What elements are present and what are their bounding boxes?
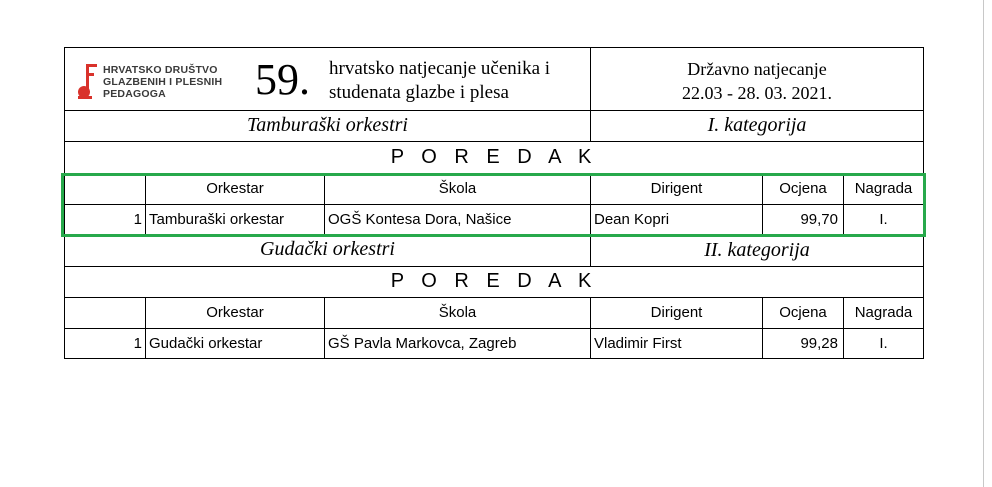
award-cell: I. <box>879 211 888 228</box>
org-name-line1: HRVATSKO DRUŠTVO <box>103 64 218 76</box>
column-header-conductor: Dirigent <box>650 304 703 321</box>
rule <box>65 141 923 142</box>
table-row <box>65 329 923 359</box>
orchestra-cell: Gudački orkestar <box>149 335 263 352</box>
org-name-line3: PEDAGOGA <box>103 88 166 100</box>
music-note-logo-icon <box>77 62 99 102</box>
competition-dates: 22.03 - 28. 03. 2021. <box>682 83 832 103</box>
competition-type: Državno natjecanje <box>687 59 827 79</box>
school-cell: GŠ Pavla Markovca, Zagreb <box>328 335 517 352</box>
table-row <box>65 205 923 235</box>
column-header-orchestra: Orkestar <box>206 180 264 197</box>
award-cell: I. <box>879 335 888 352</box>
conductor-cell: Vladimir First <box>594 335 682 352</box>
section-category: I. kategorija <box>707 114 807 136</box>
rank-cell: 1 <box>133 335 142 352</box>
score-cell: 99,28 <box>800 335 838 352</box>
score-cell: 99,70 <box>800 211 838 228</box>
title-line1: hrvatsko natjecanje učenika i <box>329 58 551 79</box>
column-header-orchestra: Orkestar <box>206 304 264 321</box>
org-name-line2: GLAZBENIH I PLESNIH <box>103 76 223 88</box>
results-sheet <box>64 47 924 359</box>
section-name: Tamburaški orkestri <box>247 114 408 136</box>
column-header-conductor: Dirigent <box>650 180 703 197</box>
column-header-score: Ocjena <box>779 180 827 197</box>
competition-title <box>329 57 589 105</box>
rule <box>65 110 923 111</box>
rank-cell: 1 <box>133 211 142 228</box>
column-header-award: Nagrada <box>854 180 913 197</box>
conductor-cell: Dean Kopri <box>594 211 670 228</box>
edition-number: 59. <box>255 55 310 104</box>
scrollbar-edge[interactable] <box>983 0 984 487</box>
column-header-school: Škola <box>438 180 477 197</box>
competition-info <box>591 57 923 105</box>
section-name: Gudački orkestri <box>260 238 395 260</box>
ranking-heading: P O R E D A K <box>390 146 598 168</box>
school-cell: OGŠ Kontesa Dora, Našice <box>328 211 512 228</box>
section-category: II. kategorija <box>704 239 810 261</box>
title-line2: studenata glazbe i plesa <box>329 82 509 103</box>
orchestra-cell: Tamburaški orkestar <box>149 211 285 228</box>
column-header-score: Ocjena <box>779 304 827 321</box>
org-logo <box>77 60 252 100</box>
column-header-award: Nagrada <box>854 304 913 321</box>
ranking-heading: P O R E D A K <box>390 270 598 292</box>
column-header-school: Škola <box>438 304 477 321</box>
